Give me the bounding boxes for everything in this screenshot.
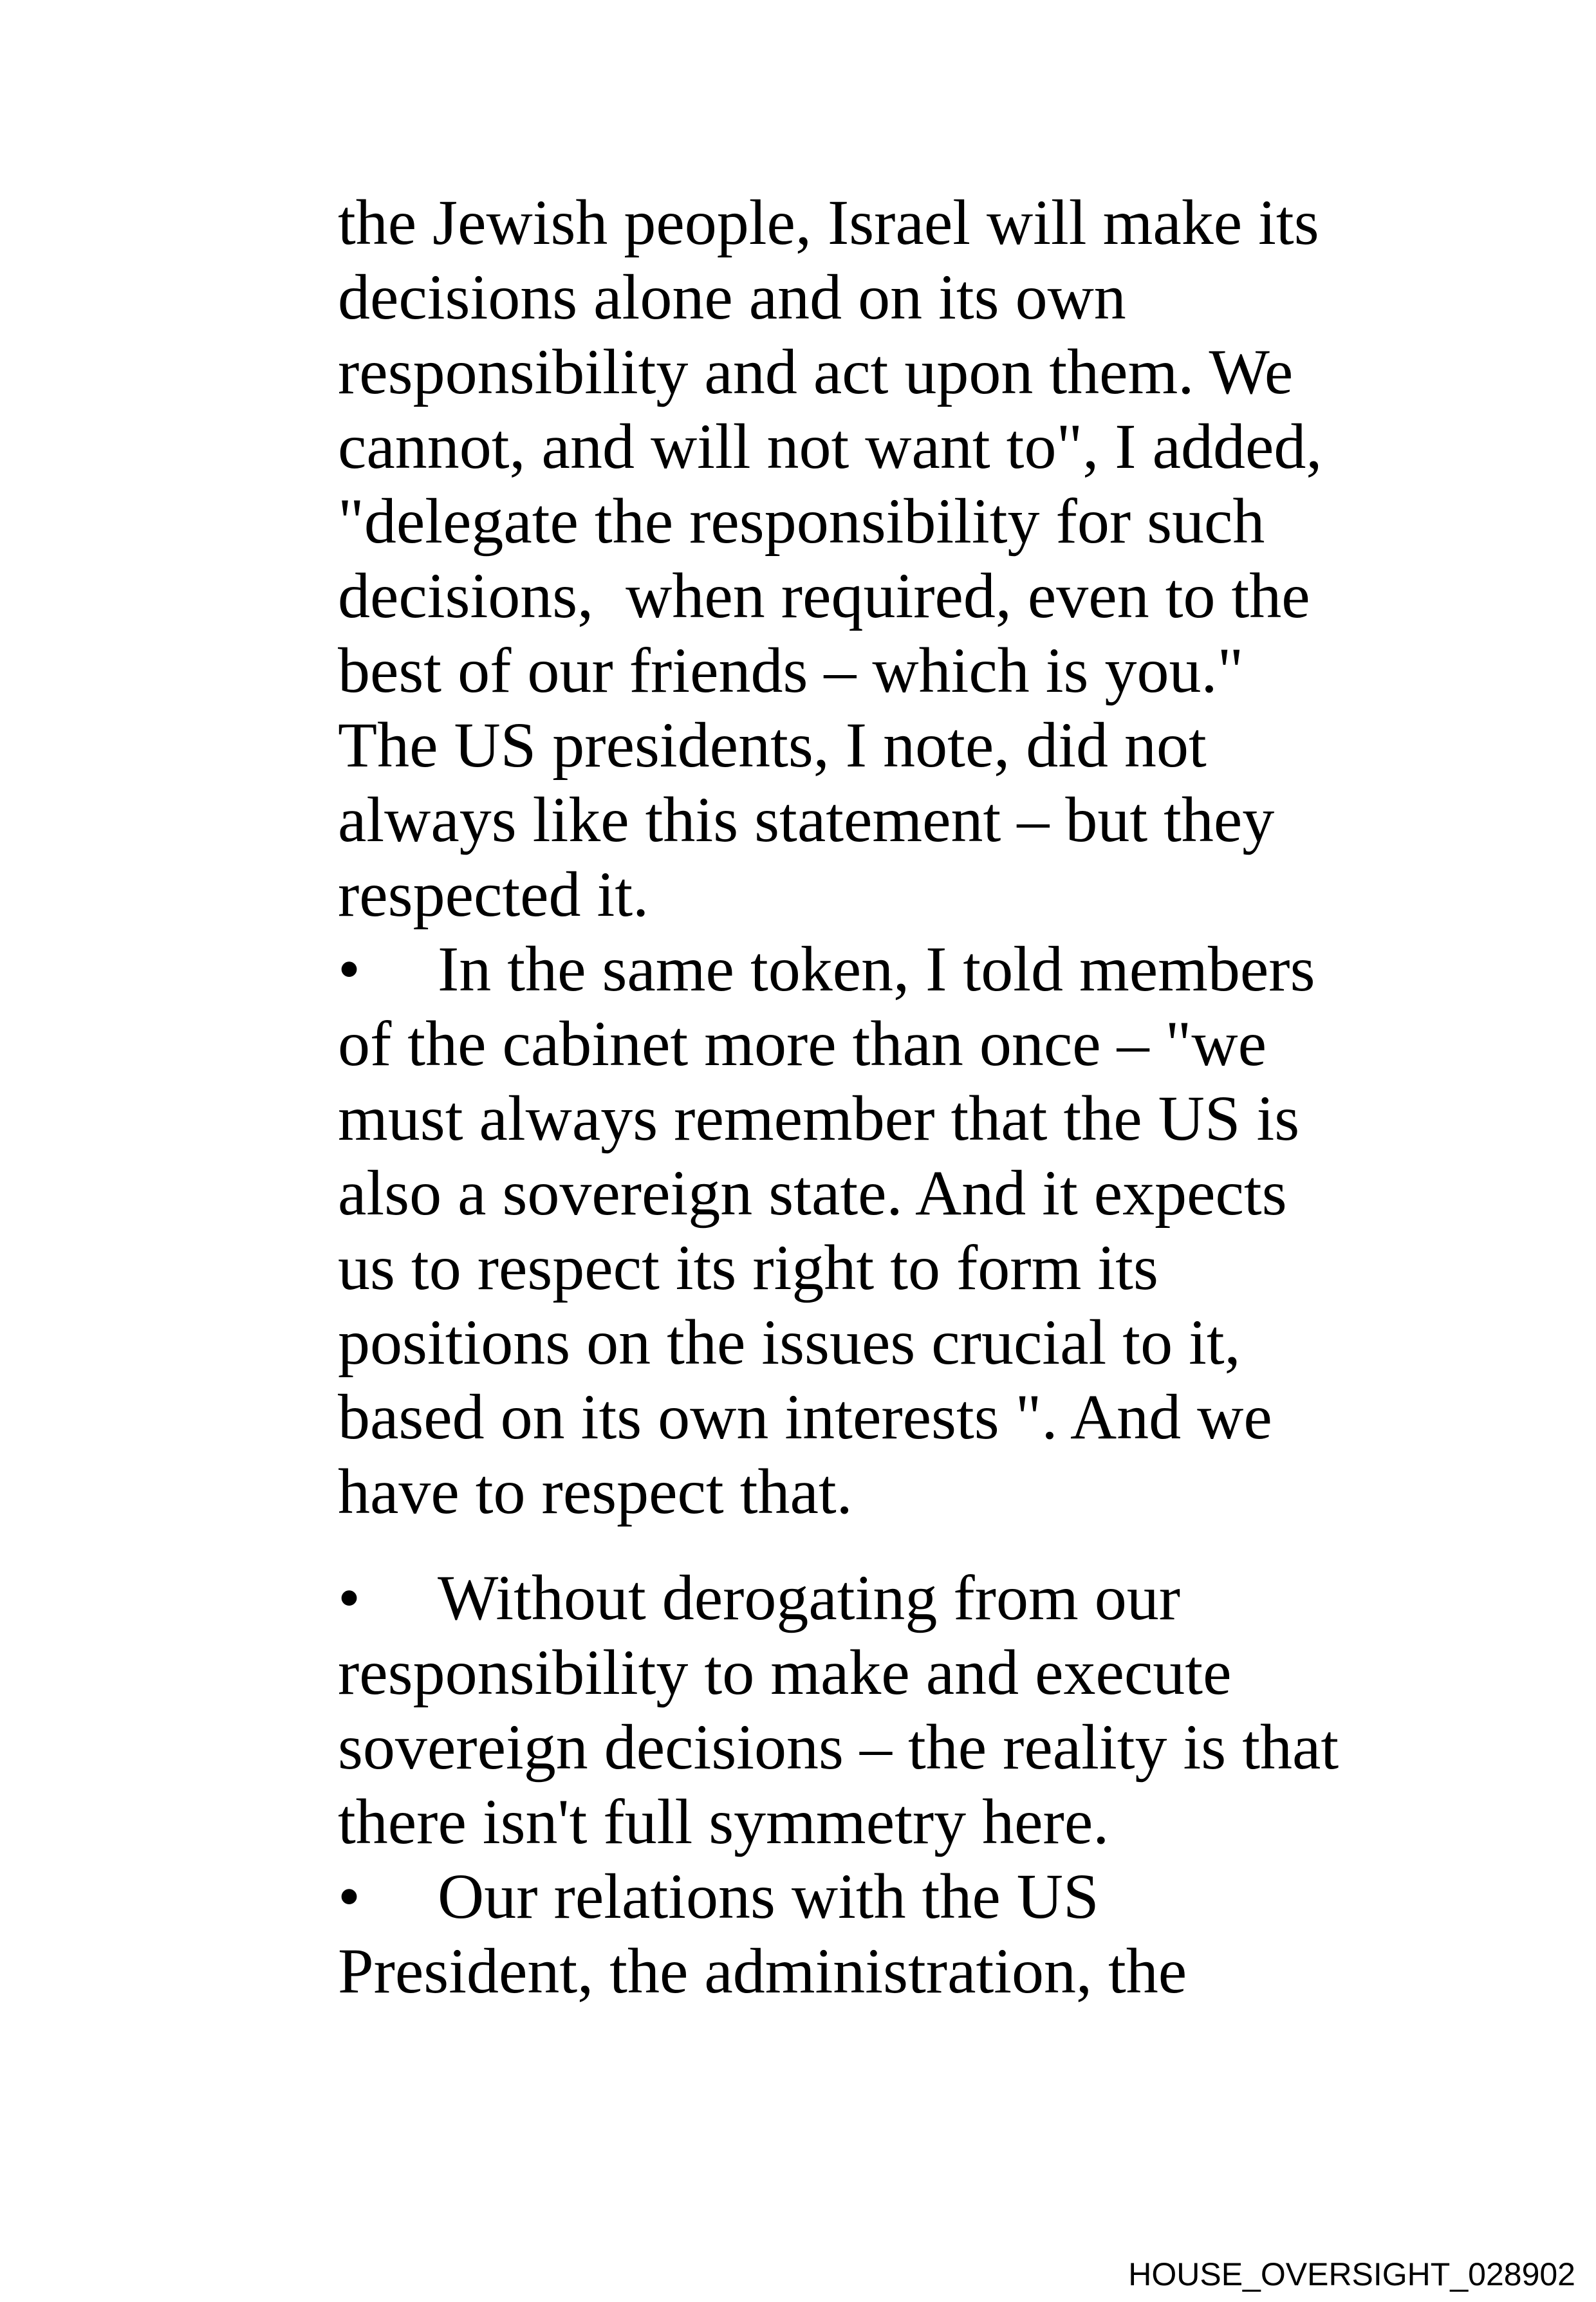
text-line: The US presidents, I note, did not <box>338 709 1207 781</box>
bullet-line-text: Our relations with the US <box>438 1861 1099 1932</box>
text-line: based on its own interests ". And we <box>338 1381 1272 1453</box>
bullet-line-text: Without derogating from our <box>438 1562 1181 1633</box>
text-line: responsibility to make and execute <box>338 1637 1232 1708</box>
text-line: respected it. <box>338 859 649 930</box>
text-line: must always remember that the US is <box>338 1082 1300 1154</box>
text-line <box>338 1561 1339 1635</box>
text-line: President, the administration, the <box>338 1935 1187 2007</box>
text-line: have to respect that. <box>338 1456 853 1527</box>
bullet-icon: • <box>338 1562 361 1633</box>
bullet-icon: • <box>338 1861 361 1932</box>
text-line: of the cabinet more than once – "we <box>338 1008 1267 1079</box>
text-line: also a sovereign state. And it expects <box>338 1157 1287 1229</box>
text-line: decisions alone and on its own <box>338 261 1126 333</box>
text-line: positions on the issues crucial to it, <box>338 1306 1241 1378</box>
text-line: decisions, when required, even to the <box>338 560 1310 631</box>
text-line: always like this statement – but they <box>338 784 1275 855</box>
bates-stamp: HOUSE_OVERSIGHT_028902 <box>1128 2256 1575 2292</box>
text-line: there isn't full symmetry here. <box>338 1786 1109 1857</box>
document-text <box>338 185 1339 2009</box>
text-line: responsibility and act upon them. We <box>338 336 1294 407</box>
text-line <box>338 932 1339 1007</box>
text-line: the Jewish people, Israel will make its <box>338 187 1319 258</box>
bullet-icon: • <box>338 933 361 1005</box>
text-line <box>338 1859 1339 1934</box>
text-line: sovereign decisions – the reality is that <box>338 1711 1339 1783</box>
text-line: us to respect its right to form its <box>338 1232 1158 1303</box>
text-line: cannot, and will not want to", I added, <box>338 411 1322 482</box>
text-line: "delegate the responsibility for such <box>338 485 1265 557</box>
bullet-line-text: In the same token, I told members <box>438 933 1315 1005</box>
text-line: best of our friends – which is you." <box>338 635 1244 706</box>
